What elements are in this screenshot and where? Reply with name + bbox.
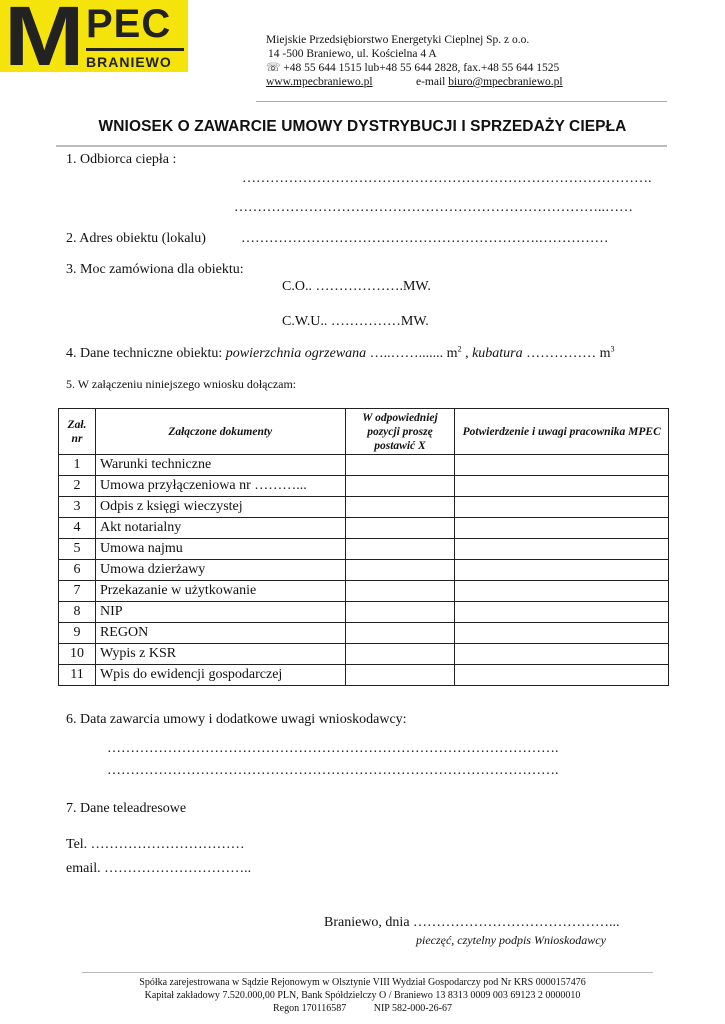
recipient-line-1[interactable]: ……………………………………………………………………………. [242, 171, 652, 186]
technical-data-line [66, 345, 615, 362]
area-unit-exponent: 2 [457, 344, 462, 354]
attachments-table [58, 408, 669, 686]
table-row [59, 602, 669, 623]
logo-letter: M [4, 0, 83, 83]
signature-caption: pieczęć, czytelny podpis Wnioskodawcy [416, 933, 606, 947]
confirmation-cell[interactable] [455, 644, 669, 665]
row-number: 10 [59, 644, 96, 665]
phone-icon: ☏ [266, 62, 281, 74]
mark-cell[interactable] [345, 665, 455, 686]
logo-city: BRANIEWO [86, 54, 172, 70]
header-attachment-no: Zał. nr [59, 409, 96, 455]
remarks-line-2[interactable]: ……………………………………………………………………………………. [107, 763, 559, 778]
title-divider [56, 145, 667, 147]
confirmation-cell[interactable] [455, 623, 669, 644]
row-number: 6 [59, 560, 96, 581]
mark-cell[interactable] [345, 455, 455, 476]
header-documents: Załączone dokumenty [95, 409, 345, 455]
row-document: Umowa najmu [95, 539, 345, 560]
address-label: 2. Adres obiektu (lokalu) [66, 231, 206, 246]
footer-divider [82, 972, 653, 973]
row-document: Wpis do ewidencji gospodarczej [95, 665, 345, 686]
row-number: 4 [59, 518, 96, 539]
email-field[interactable]: email. ………………………….. [66, 861, 252, 876]
confirmation-cell[interactable] [455, 455, 669, 476]
company-phone-line [266, 61, 559, 75]
mark-cell[interactable] [345, 602, 455, 623]
row-document: Akt notarialny [95, 518, 345, 539]
remarks-line-1[interactable]: ……………………………………………………………………………………. [107, 741, 559, 756]
confirmation-cell[interactable] [455, 497, 669, 518]
header-mark-x: W odpowiedniej pozycji proszę postawić X [345, 409, 455, 455]
page-title: WNIOSEK O ZAWARCIE UMOWY DYSTRYBUCJI I SPRZEDAŻY CIEPŁA [98, 118, 627, 135]
table-row [59, 539, 669, 560]
footer-registration: Spółka zarejestrowana w Sądzie Rejonowym w Olsztynie VIII Wydział Gospodarczy pod Nr KRS 0000157476 [139, 977, 586, 988]
mark-cell[interactable] [345, 623, 455, 644]
row-document: Przekazanie w użytkowanie [95, 581, 345, 602]
power-co-field[interactable]: C.O.. ……………….MW. [282, 279, 431, 294]
header-confirmation: Potwierdzenie i uwagi pracownika MPEC [455, 409, 669, 455]
address-line[interactable]: ……………………………………………………….…………… [241, 231, 609, 246]
footer-capital-bank: Kapitał zakładowy 7.520.000,00 PLN, Bank Spółdzielczy O / Braniewo 13 8313 0009 003 69123 2 0000010 [144, 990, 581, 1001]
table-row [59, 497, 669, 518]
recipient-line-2[interactable]: ……………………………………………………………………..…… [234, 200, 633, 215]
recipient-label: 1. Odbiorca ciepła : [66, 152, 177, 167]
place-date-field[interactable]: Braniewo, dnia ……………………………………... [324, 915, 620, 930]
logo-text: PEC [86, 2, 172, 46]
company-email-line [416, 75, 563, 89]
mark-cell[interactable] [345, 581, 455, 602]
technical-data-label: 4. Dane techniczne obiektu: [66, 346, 223, 361]
mark-cell[interactable] [345, 518, 455, 539]
mark-cell[interactable] [345, 476, 455, 497]
row-number: 7 [59, 581, 96, 602]
separator: , [461, 346, 473, 361]
row-number: 2 [59, 476, 96, 497]
contract-date-label: 6. Data zawarcia umowy i dodatkowe uwagi wnioskodawcy: [66, 712, 407, 727]
company-email[interactable]: biuro@mpecbraniewo.pl [448, 76, 563, 88]
row-number: 3 [59, 497, 96, 518]
company-address: 14 -500 Braniewo, ul. Kościelna 4 A [268, 48, 437, 60]
table-row [59, 560, 669, 581]
table-row [59, 644, 669, 665]
row-document: Umowa przyłączeniowa nr ………... [95, 476, 345, 497]
mark-cell[interactable] [345, 539, 455, 560]
contact-data-label: 7. Dane teleadresowe [66, 801, 187, 816]
company-phone: +48 55 644 1515 lub+48 55 644 2828, fax.+48 55 644 1525 [283, 62, 560, 74]
footer-regon-nip: Regon 170116587 NIP 582-000-26-67 [273, 1003, 452, 1014]
row-document: Warunki techniczne [95, 455, 345, 476]
row-number: 9 [59, 623, 96, 644]
email-label: e-mail [416, 76, 446, 88]
mark-cell[interactable] [345, 644, 455, 665]
phone-field[interactable]: Tel. …………………………… [66, 837, 245, 852]
row-document: NIP [95, 602, 345, 623]
power-cwu-field[interactable]: C.W.U.. ……………MW. [282, 314, 429, 329]
row-number: 11 [59, 665, 96, 686]
row-number: 8 [59, 602, 96, 623]
header-divider [256, 101, 667, 102]
volume-label: kubatura [472, 346, 523, 361]
confirmation-cell[interactable] [455, 476, 669, 497]
attachments-label: 5. W załączeniu niniejszego wniosku dołączam: [66, 377, 297, 391]
table-header-row [59, 409, 669, 455]
confirmation-cell[interactable] [455, 665, 669, 686]
confirmation-cell[interactable] [455, 581, 669, 602]
confirmation-cell[interactable] [455, 560, 669, 581]
heated-area-field[interactable]: …..……....... m [366, 346, 458, 361]
confirmation-cell[interactable] [455, 518, 669, 539]
mark-cell[interactable] [345, 560, 455, 581]
row-document: Odpis z księgi wieczystej [95, 497, 345, 518]
row-document: Umowa dzierżawy [95, 560, 345, 581]
company-name: Miejskie Przedsiębiorstwo Energetyki Cieplnej Sp. z o.o. [266, 34, 530, 46]
table-row [59, 518, 669, 539]
table-row [59, 623, 669, 644]
table-row [59, 476, 669, 497]
table-row [59, 455, 669, 476]
table-row [59, 665, 669, 686]
table-row [59, 581, 669, 602]
company-website[interactable]: www.mpecbraniewo.pl [266, 76, 373, 88]
row-document: REGON [95, 623, 345, 644]
row-number: 5 [59, 539, 96, 560]
heated-area-label: powierzchnia ogrzewana [225, 346, 367, 361]
confirmation-cell[interactable] [455, 602, 669, 623]
company-logo [0, 0, 188, 83]
row-document: Wypis z KSR [95, 644, 345, 665]
volume-unit-exponent: 3 [610, 344, 615, 354]
volume-field[interactable]: …………… m [522, 346, 611, 361]
logo-divider [86, 48, 184, 51]
row-number: 1 [59, 455, 96, 476]
confirmation-cell[interactable] [455, 539, 669, 560]
ordered-power-label: 3. Moc zamówiona dla obiektu: [66, 262, 244, 277]
mark-cell[interactable] [345, 497, 455, 518]
